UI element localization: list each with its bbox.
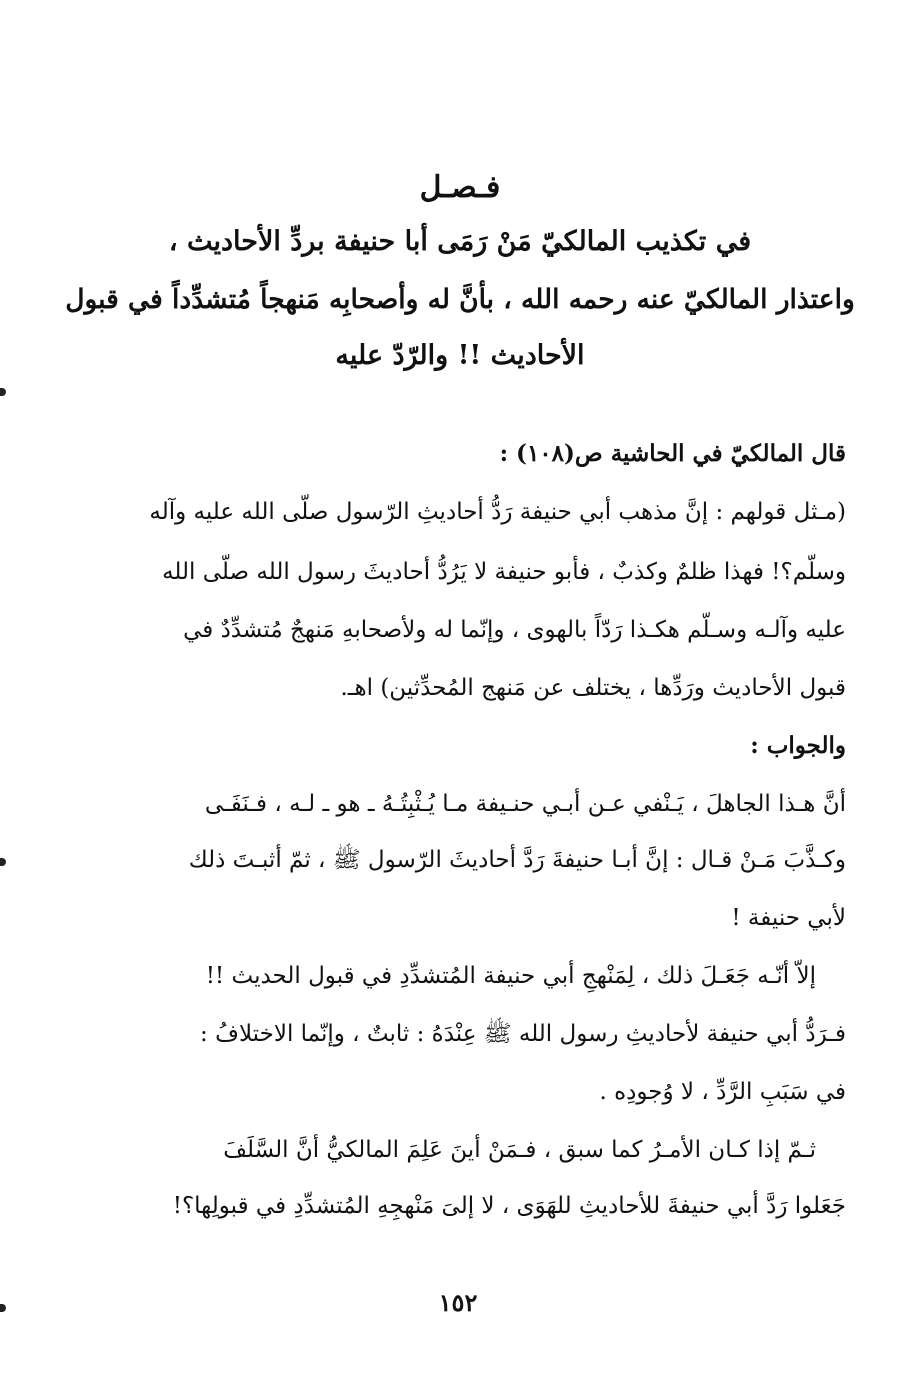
page-number: ١٥٢ xyxy=(438,1288,478,1317)
quote-line: وسلّم؟! فهذا ظلمٌ وكذبٌ ، فأبو حنيفة لا يَرُدُّ أحاديثَ رسول الله صلّى الله xyxy=(162,559,846,585)
margin-mark xyxy=(0,388,6,396)
quote-line: عليه وآلـه وسـلّم هكـذا رَدّاً بالهوى ، وإنّما له ولأصحابهِ مَنهجٌ مُتشدِّدٌ في xyxy=(183,617,846,643)
body-line: فـرَدُّ أبي حنيفة لأحاديثِ رسول الله ﷺ عِنْدَهُ : ثابتٌ ، وإنّما الاختلافُ : xyxy=(200,1021,846,1047)
body-line: إلاّ أنّـه جَعَـلَ ذلك ، لِمَنْهجِ أبي حنيفة المُتشدِّدِ في قبول الحديث !! xyxy=(205,963,816,989)
margin-mark xyxy=(0,1304,6,1312)
quote-line: (مـثل قولهم : إنَّ مذهب أبي حنيفة رَدُّ أحاديثِ الرّسول صلّى الله عليه وآله xyxy=(149,499,846,525)
heading-line-3: الأحاديث !! والرّدّ عليه xyxy=(335,340,585,371)
quote-line: قبول الأحاديث ورَدِّها ، يختلف عن مَنهج المُحدِّثين) اهـ. xyxy=(340,675,846,701)
body-line: في سَبَبِ الرَّدِّ ، لا وُجودِه . xyxy=(599,1079,846,1105)
body-line: لأبي حنيفة ! xyxy=(731,905,846,931)
quote-intro-line: قال المالكيّ في الحاشية ص(١٠٨) : xyxy=(499,440,846,467)
heading-line-2: واعتذار المالكيّ عنه رحمه الله ، بأنَّ له وأصحابِه مَنهجاً مُتشدِّداً في قبول xyxy=(65,284,855,315)
chapter-title: فـصـل xyxy=(419,170,501,205)
margin-mark xyxy=(0,858,6,866)
heading-line-1: في تكذيب المالكيّ مَنْ رَمَى أبا حنيفة بردِّ الأحاديث ، xyxy=(168,226,752,257)
body-line: جَعَلوا رَدَّ أبي حنيفةَ للأحاديثِ للهَوَى ، لا إلىَ مَنْهجِهِ المُتشدِّدِ في قبولِها؟! xyxy=(172,1193,846,1219)
body-line: ثـمّ إذا كـان الأمـرُ كما سبق ، فـمَنْ أينَ عَلِمَ المالكيُّ أنَّ السَّلَفَ xyxy=(223,1137,816,1163)
answer-heading: والجواب : xyxy=(750,732,846,759)
body-line: وكـذَّبَ مَـنْ قـال : إنَّ أبـا حنيفةَ رَدَّ أحاديثَ الرّسول ﷺ ، ثمّ أثبـتَ ذلك xyxy=(188,847,846,873)
body-line: أنَّ هـذا الجاهلَ ، يَـنْفي عـن أبـي حنـيفة مـا يُـثْبِتُـهُ ـ هو ـ لـه ، فـنَفَـى xyxy=(204,791,846,817)
